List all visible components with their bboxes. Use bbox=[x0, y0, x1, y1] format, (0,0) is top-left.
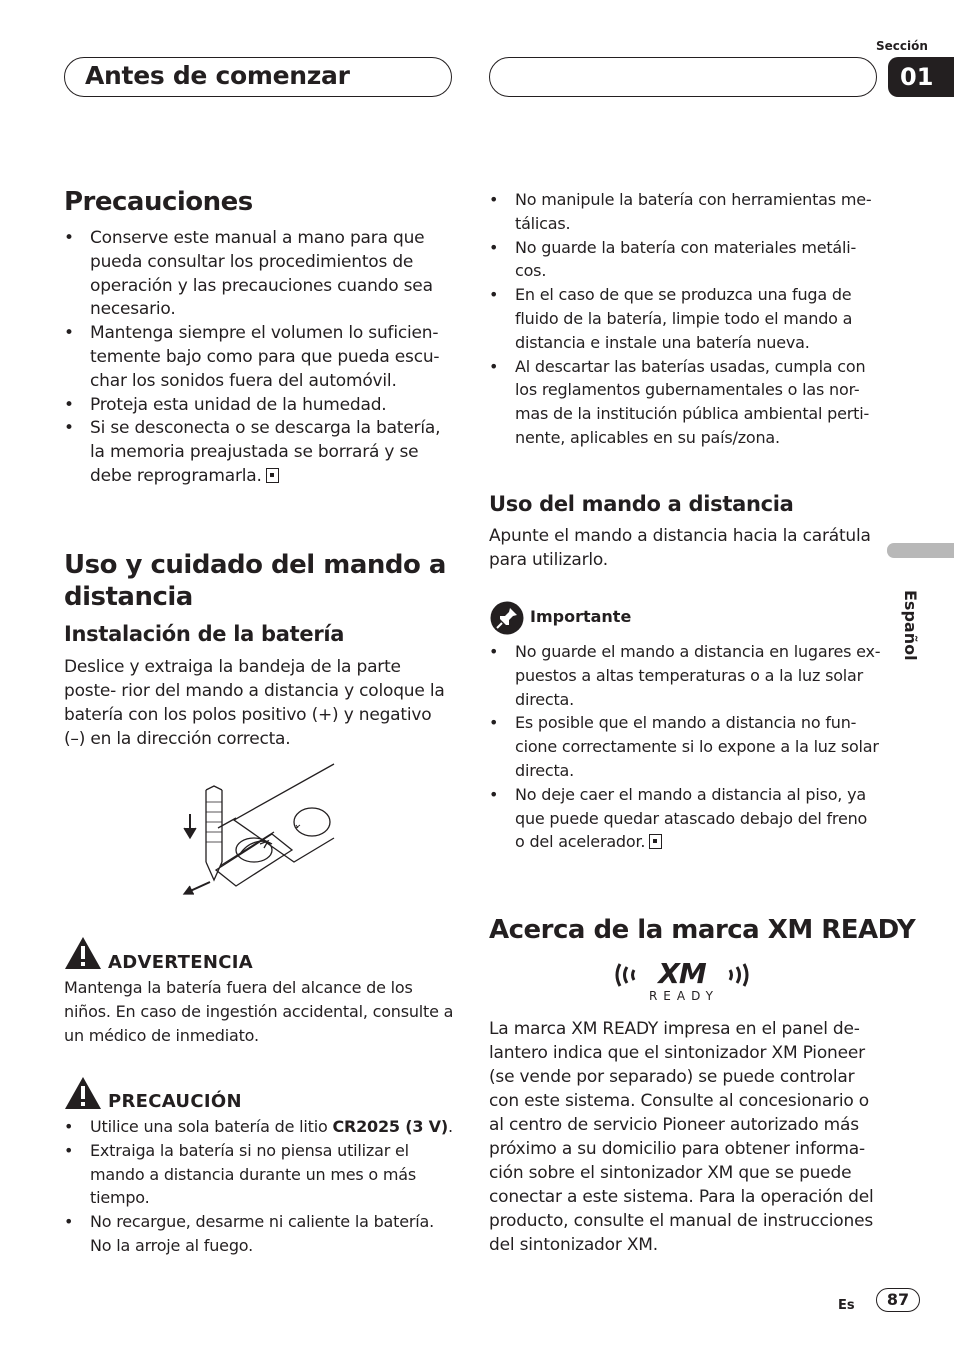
list-item bbox=[489, 783, 881, 854]
section-label: Sección bbox=[876, 39, 928, 53]
xm-body: La marca XM READY impresa en el panel de- lantero indica que el sintonizador XM Pioneer (se vende por separado) se puede controlar con este sistema. Consulte al concesionario o al centro de servicio Pioneer autorizado más próximo a su domicilio para obtener informa- ción sobre el sintonizador XM que se puede conectar a este sistema. Para la operación del producto, consulte el manual de instrucciones del sintonizador XM. bbox=[489, 1019, 874, 1255]
list-item: • No guarde la batería con materiales metáli- cos. bbox=[489, 236, 879, 284]
page-number: 87 bbox=[876, 1288, 920, 1312]
header-right-pill bbox=[489, 57, 877, 97]
list-item: • Al descartar las baterías usadas, cumpla con los reglamentos gubernamentales o las nor- mas de la institución pública ambiental perti- nente, aplicables en su país/zona. bbox=[489, 355, 879, 450]
battery-model: CR2025 (3 V) bbox=[332, 1117, 448, 1136]
xm-ready-logo bbox=[612, 958, 752, 1006]
uso-cuidado-heading: Uso y cuidado del mando a distancia bbox=[64, 550, 446, 612]
language-label: Español bbox=[901, 590, 920, 661]
end-mark-icon bbox=[649, 834, 662, 849]
list-item: • Extraiga la batería si no piensa utilizar el mando a distancia durante un mes o más tiempo. bbox=[64, 1139, 454, 1210]
list-item: • No guarde el mando a distancia en lugares ex- puestos a altas temperaturas o a la luz solar directa. bbox=[489, 640, 881, 711]
battery-install-illustration bbox=[176, 762, 338, 898]
list-item: • No manipule la batería con herramientas me- tálicas. bbox=[489, 188, 879, 236]
precauciones-heading: Precauciones bbox=[64, 187, 253, 217]
list-item: • Mantenga siempre el volumen lo suficien- temente bajo como para que pueda escu- char los sonidos fuera del automóvil. bbox=[64, 322, 449, 393]
language-tab bbox=[887, 543, 954, 558]
end-mark-icon bbox=[266, 468, 279, 483]
xm-logo-text: XM bbox=[658, 957, 706, 990]
header-title: Antes de comenzar bbox=[85, 61, 350, 90]
list-item: • No recargue, desarme ni caliente la batería. No la arroje al fuego. bbox=[64, 1210, 454, 1258]
list-item-text: Si se desconecta o se descarga la batería, la memoria preajustada se borrará y se debe reprogramarla. bbox=[90, 418, 441, 486]
advertencia-body: Mantenga la batería fuera del alcance de los niños. En caso de ingestión accidental, consulte a un médico de inmediato. bbox=[64, 978, 454, 1045]
xm-logo-ready: READY bbox=[648, 989, 720, 1003]
list-item-text: Utilice una sola batería de litio bbox=[90, 1117, 333, 1136]
precaucion-list bbox=[64, 1115, 454, 1258]
uso-mando-subheading: Uso del mando a distancia bbox=[489, 492, 794, 516]
list-item: • Conserve este manual a mano para que pueda consultar los procedimientos de operación y las precauciones cuando sea necesario. bbox=[64, 227, 449, 322]
precauciones-list bbox=[64, 227, 449, 489]
list-item bbox=[64, 417, 449, 488]
warning-triangle-icon bbox=[64, 936, 102, 970]
advertencia-title: ADVERTENCIA bbox=[108, 952, 253, 973]
battery-handling-list bbox=[489, 188, 879, 450]
instalacion-body: Deslice y extraiga la bandeja de la parte poste- rior del mando a distancia y coloque la batería con los polos positivo (+) y negativo (–) en la dirección correcta. bbox=[64, 657, 445, 749]
section-number: 01 bbox=[888, 57, 954, 97]
list-item-suffix: . bbox=[447, 1117, 453, 1136]
list-item-text: No deje caer el mando a distancia al piso, ya que puede quedar atascado debajo del freno o del acelerador. bbox=[515, 784, 868, 852]
list-item: • Es posible que el mando a distancia no fun- cione correctamente si lo expone a la luz solar directa. bbox=[489, 711, 881, 782]
important-pin-icon bbox=[490, 601, 524, 635]
importante-list bbox=[489, 640, 881, 854]
list-item bbox=[64, 1115, 454, 1139]
uso-mando-body: Apunte el mando a distancia hacia la carátula para utilizarlo. bbox=[489, 526, 871, 570]
list-item: • Proteja esta unidad de la humedad. bbox=[64, 394, 449, 418]
importante-title: Importante bbox=[530, 607, 632, 626]
instalacion-subheading: Instalación de la batería bbox=[64, 622, 345, 646]
xm-heading: Acerca de la marca XM READY bbox=[489, 915, 916, 945]
page-language-code: Es bbox=[838, 1298, 855, 1313]
list-item: • En el caso de que se produzca una fuga de fluido de la batería, limpie todo el mando a distancia e instale una batería nueva. bbox=[489, 283, 879, 354]
header-left-pill bbox=[64, 57, 452, 97]
precaucion-title: PRECAUCIÓN bbox=[108, 1091, 242, 1112]
caution-triangle-icon bbox=[64, 1076, 102, 1110]
